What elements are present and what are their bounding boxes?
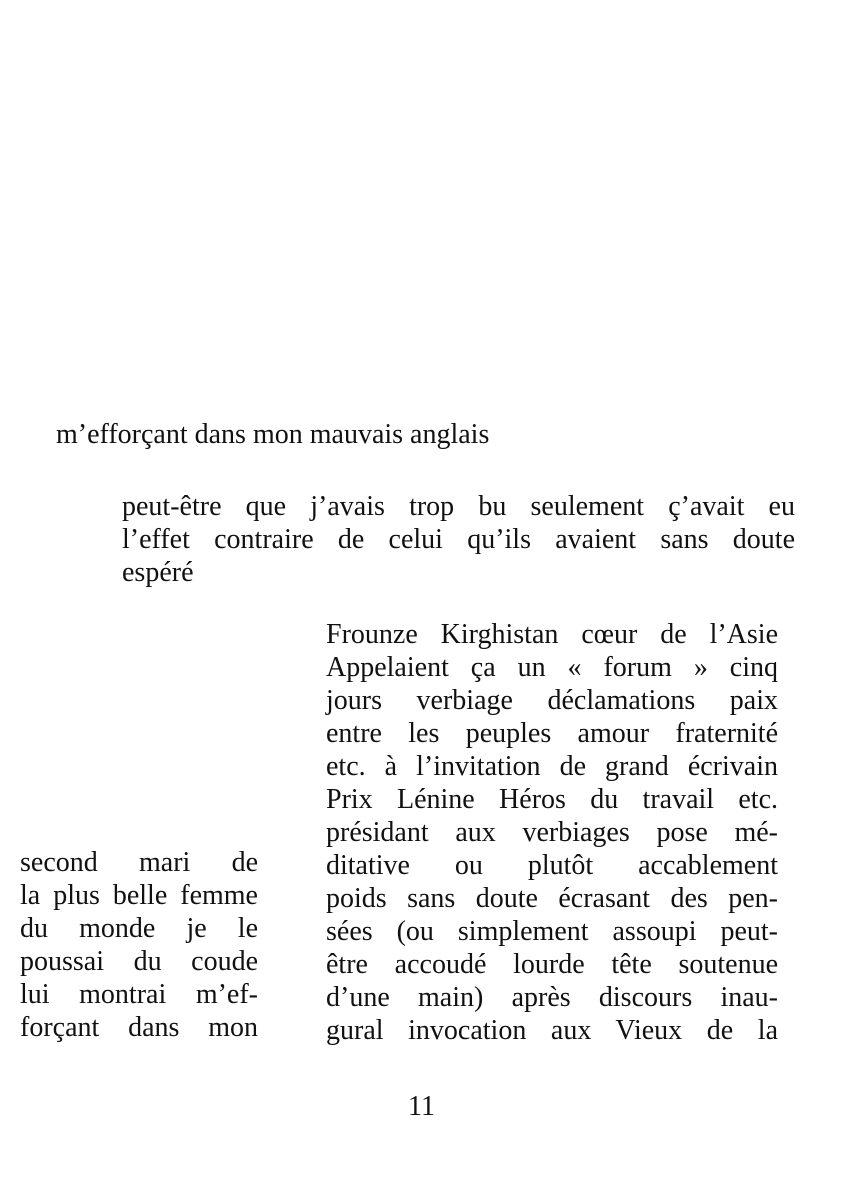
text-line: du monde je le	[20, 913, 258, 944]
text-line: entre les peuples amour fraternité	[326, 718, 778, 749]
text-line: poids sans doute écrasant des pen-	[326, 883, 778, 914]
text-line: espéré	[122, 557, 194, 588]
text-line: poussai du coude	[20, 946, 258, 977]
text-line: l’effet contraire de celui qu’ils avaient sans doute	[122, 524, 795, 555]
text-line: peut-être que j’avais trop bu seulement ç’avait eu	[122, 491, 795, 522]
page-number: 11	[408, 1091, 435, 1122]
right-text-column	[326, 618, 778, 1047]
text-line: lui montrai m’ef-	[20, 979, 258, 1010]
text-line: d’une main) après discours inau-	[326, 982, 778, 1013]
indented-paragraph	[122, 490, 795, 589]
text-line: gural invocation aux Vieux de la	[326, 1015, 778, 1046]
standalone-line	[56, 418, 616, 451]
text-line: Appelaient ça un « forum » cinq	[326, 652, 778, 683]
text-line: la plus belle femme	[20, 880, 258, 911]
text-line: forçant dans mon	[20, 1012, 258, 1043]
text-line: Prix Lénine Héros du travail etc.	[326, 784, 778, 815]
text-line: jours verbiage déclamations paix	[326, 685, 778, 716]
text-line: présidant aux verbiages pose mé-	[326, 817, 778, 848]
left-text-column	[20, 846, 258, 1044]
text-line: ditative ou plutôt accablement	[326, 850, 778, 881]
text-line: sées (ou simplement assoupi peut-	[326, 916, 778, 947]
text-line: second mari de	[20, 847, 258, 878]
text-line: m’efforçant dans mon mauvais anglais	[56, 419, 490, 450]
text-line: être accoudé lourde tête soutenue	[326, 949, 778, 980]
text-line: etc. à l’invitation de grand écrivain	[326, 751, 778, 782]
text-line: Frounze Kirghistan cœur de l’Asie	[326, 619, 778, 650]
